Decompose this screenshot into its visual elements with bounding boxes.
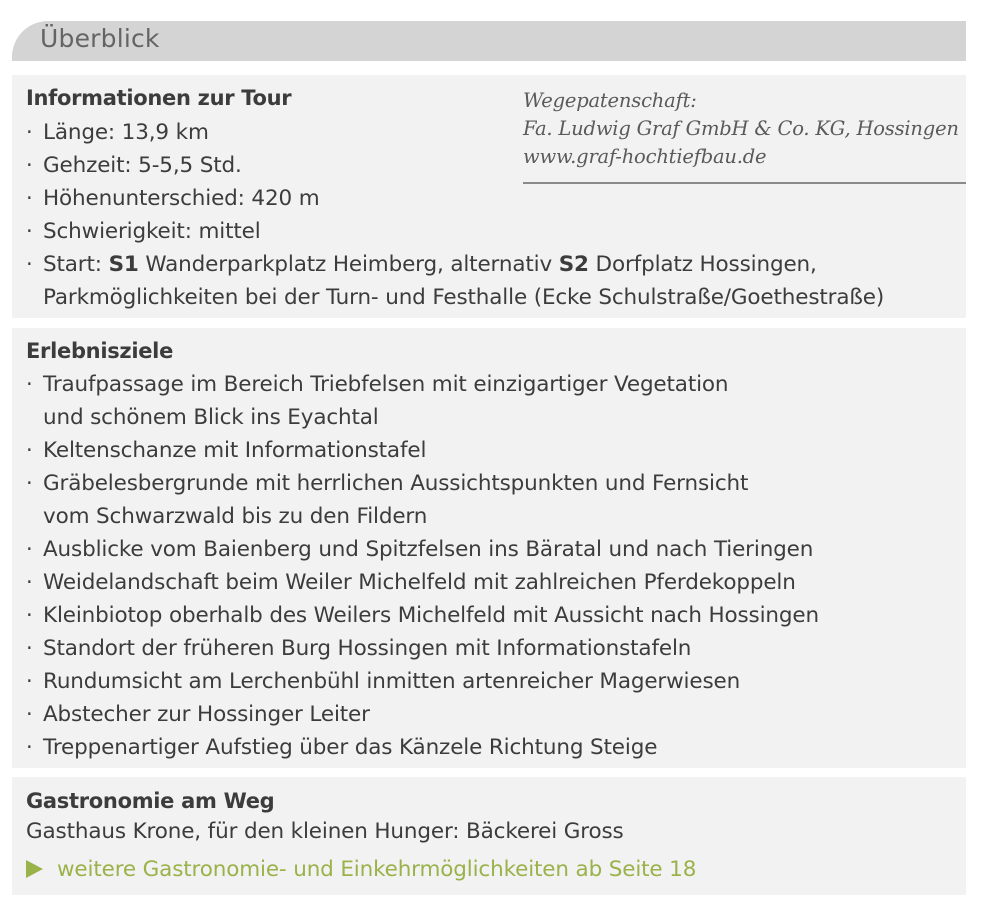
- highlights-list: [26, 368, 819, 764]
- start-point-s1: S1: [108, 252, 139, 277]
- more-gastronomy-link[interactable]: [26, 857, 696, 882]
- bullet: ·: [26, 438, 33, 462]
- list-item: [26, 467, 819, 533]
- more-gastronomy-link-text: weitere Gastronomie- und Einkehrmöglichkeiten ab Seite 18: [57, 857, 697, 882]
- highlight-text: Keltenschanze mit Informationstafel: [43, 438, 427, 463]
- sponsor-website: www.graf-hochtiefbau.de: [523, 145, 767, 168]
- bullet: ·: [26, 120, 33, 144]
- highlight-text-cont: vom Schwarzwald bis zu den Fildern: [43, 504, 428, 529]
- list-item: [26, 599, 819, 632]
- start-s1-text: Wanderparkplatz Heimberg, alternativ: [138, 252, 559, 277]
- list-item: [26, 566, 819, 599]
- bullet: ·: [26, 636, 33, 660]
- tour-length: Länge: 13,9 km: [43, 120, 209, 145]
- bullet: ·: [26, 537, 33, 561]
- gastronomy-text: Gasthaus Krone, für den kleinen Hunger: Bäckerei Gross: [26, 819, 624, 844]
- sponsorship-label: Wegepatenschaft:: [523, 89, 697, 112]
- highlight-text: Treppenartiger Aufstieg über das Känzele Richtung Steige: [43, 735, 658, 760]
- highlight-text: Ausblicke vom Baienberg und Spitzfelsen ins Bäratal und nach Tieringen: [43, 537, 814, 562]
- gastronomy-box: [12, 777, 966, 895]
- bullet: ·: [26, 186, 33, 210]
- tour-info-heading: Informationen zur Tour: [26, 86, 292, 110]
- bullet: ·: [26, 702, 33, 726]
- start-point-s2: S2: [558, 252, 589, 277]
- highlights-box: [12, 328, 966, 768]
- sponsorship-block: [523, 87, 966, 171]
- bullet: ·: [26, 471, 33, 495]
- tour-duration: Gehzeit: 5-5,5 Std.: [43, 153, 242, 178]
- list-item: [26, 182, 884, 215]
- sponsor-company: Fa. Ludwig Graf GmbH & Co. KG, Hossingen: [523, 117, 959, 140]
- list-item: [26, 698, 819, 731]
- highlight-text: Rundumsicht am Lerchenbühl inmitten artenreicher Magerwiesen: [43, 669, 741, 694]
- bullet: ·: [26, 669, 33, 693]
- list-item: [26, 665, 819, 698]
- list-item: [26, 215, 884, 248]
- highlight-text: Abstecher zur Hossinger Leiter: [43, 702, 370, 727]
- start-parking-text: Parkmöglichkeiten bei der Turn- und Festhalle (Ecke Schulstraße/Goethestraße): [43, 285, 885, 310]
- bullet: ·: [26, 153, 33, 177]
- sponsorship-divider: [523, 182, 966, 184]
- bullet: ·: [26, 252, 33, 276]
- highlight-text-cont: und schönem Blick ins Eyachtal: [43, 405, 379, 430]
- bullet: ·: [26, 735, 33, 759]
- bullet: ·: [26, 570, 33, 594]
- highlight-text: Weidelandschaft beim Weiler Michelfeld mit zahlreichen Pferdekoppeln: [43, 570, 796, 595]
- tour-elevation: Höhenunterschied: 420 m: [43, 186, 320, 211]
- highlight-text: Standort der früheren Burg Hossingen mit Informationstafeln: [43, 636, 692, 661]
- gastronomy-heading: Gastronomie am Weg: [26, 789, 275, 813]
- bullet: ·: [26, 372, 33, 396]
- highlight-text: Traufpassage im Bereich Triebfelsen mit einzigartiger Vegetation: [43, 372, 729, 397]
- tour-info-box: [12, 75, 966, 318]
- list-item: [26, 731, 819, 764]
- list-item: [26, 368, 819, 434]
- list-item-start: [26, 248, 884, 314]
- list-item: [26, 434, 819, 467]
- tour-difficulty: Schwierigkeit: mittel: [43, 219, 261, 244]
- section-title: Überblick: [40, 24, 160, 53]
- highlight-text: Gräbelesbergrunde mit herrlichen Aussichtspunkten und Fernsicht: [43, 471, 749, 496]
- list-item: [26, 533, 819, 566]
- bullet: ·: [26, 219, 33, 243]
- highlight-text: Kleinbiotop oberhalb des Weilers Michelfeld mit Aussicht nach Hossingen: [43, 603, 819, 628]
- highlights-heading: Erlebnisziele: [26, 339, 174, 363]
- list-item: [26, 632, 819, 665]
- triangle-right-icon: [26, 860, 43, 878]
- start-s2-text: Dorfplatz Hossingen,: [588, 252, 817, 277]
- start-prefix: Start:: [43, 252, 109, 277]
- bullet: ·: [26, 603, 33, 627]
